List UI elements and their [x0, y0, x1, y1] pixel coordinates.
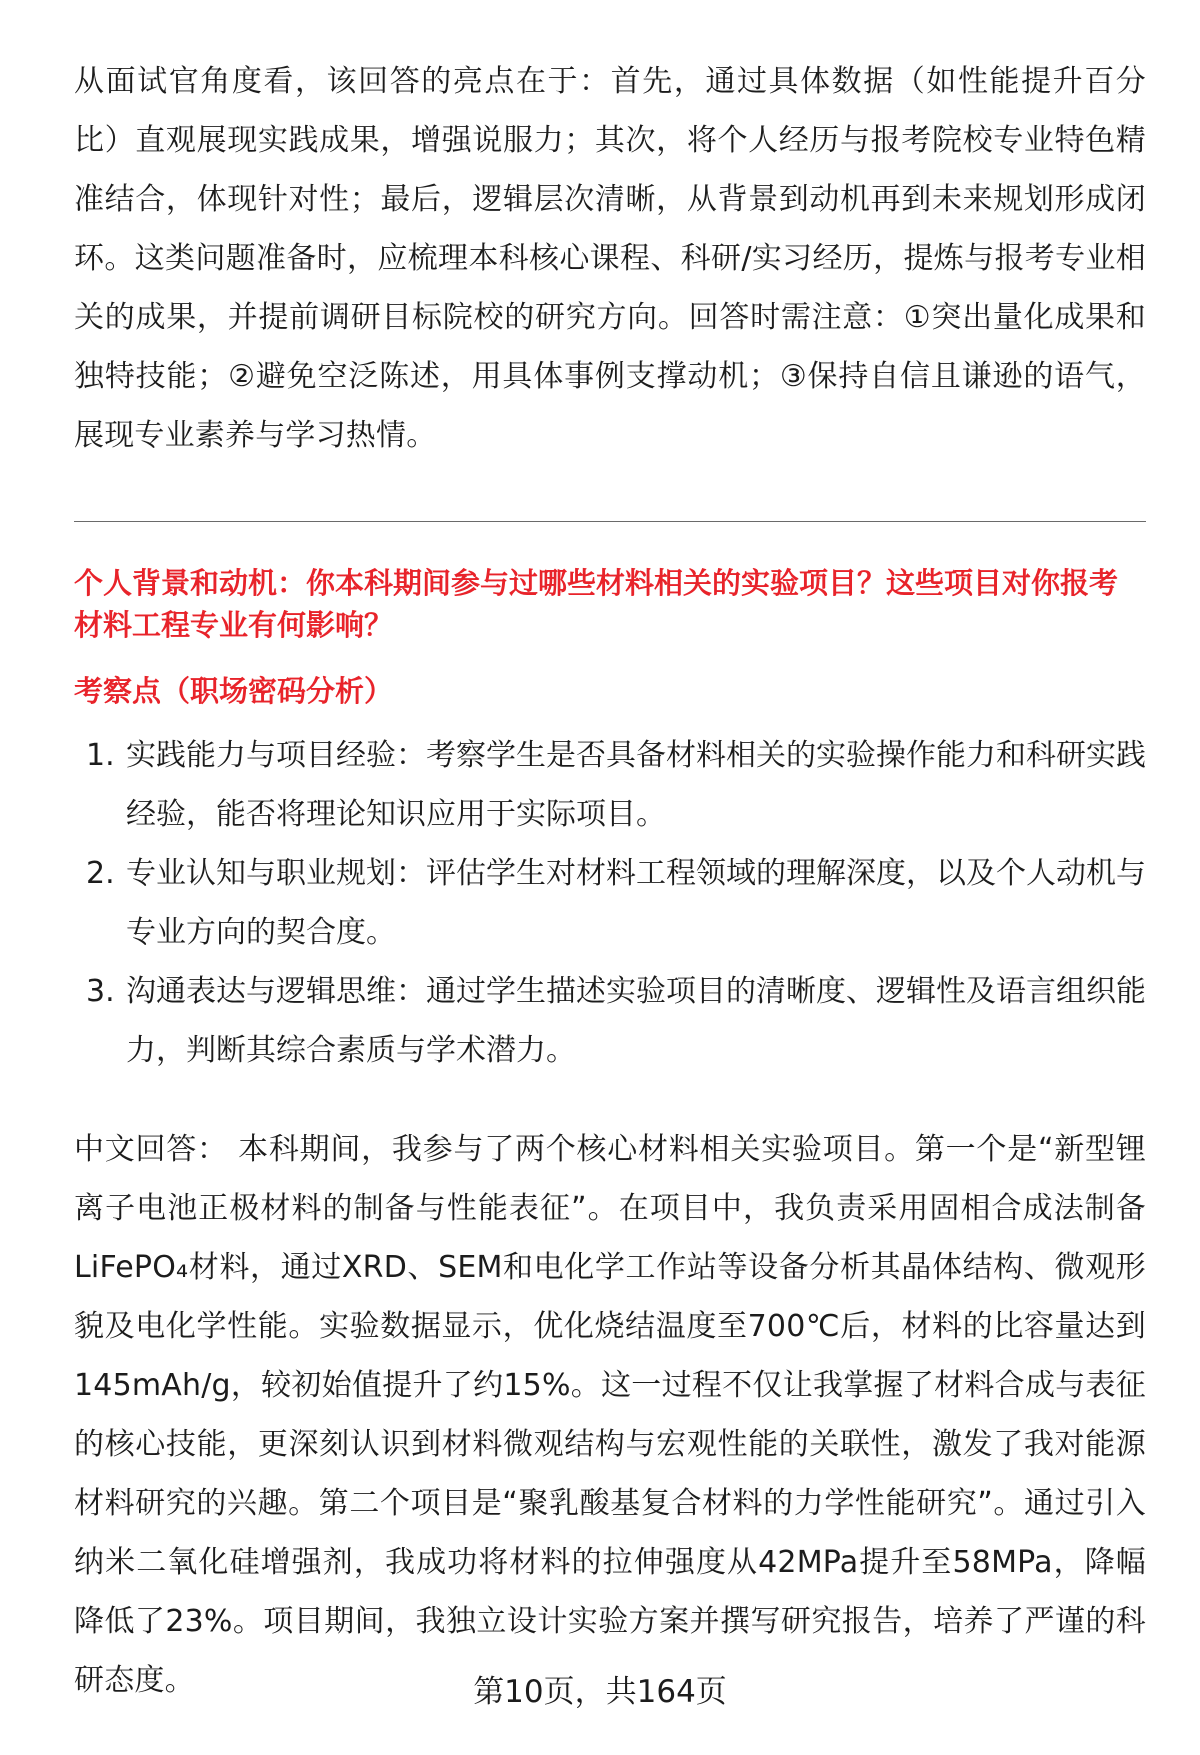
list-item [74, 962, 1146, 1080]
list-item [74, 726, 1146, 844]
focus-heading: 考察点（职场密码分析） [74, 674, 394, 708]
list-item-text: 专业认知与职业规划：评估学生对材料工程领域的理解深度，以及个人动机与专业方向的契合度。 [126, 856, 1146, 950]
list-item-number: 1. [86, 738, 115, 773]
answer-paragraph: 中文回答： 本科期间，我参与了两个核心材料相关实验项目。第一个是“新型锂离子电池正极材料的制备与性能表征”。在项目中，我负责采用固相合成法制备LiFePO₄材料，通过XRD、SEM和电化学工作站等设备分析其晶体结构、微观形貌及电化学性能。实验数据显示，优化烧结温度至700℃后，材料的比容量达到145mAh/g，较初始值提升了约15%。这一过程不仅让我掌握了材料合成与表征的核心技能，更深刻认识到材料微观结构与宏观性能的关联性，激发了我对能源材料研究的兴趣。第二个项目是“聚乳酸基复合材料的力学性能研究”。通过引入纳米二氧化硅增强剂，我成功将材料的拉伸强度从42MPa提升至58MPa，降幅降低了23%。项目期间，我独立设计实验方案并撰写研究报告，培养了严谨的科研态度。 [74, 1132, 1146, 1698]
page-number-footer: 第10页，共164页 [473, 1674, 727, 1710]
section-divider [74, 521, 1146, 522]
list-item-number: 2. [86, 856, 115, 891]
list-item-number: 3. [86, 974, 115, 1009]
focus-points-list [74, 726, 1146, 1080]
question-heading: 个人背景和动机：你本科期间参与过哪些材料相关的实验项目？这些项目对你报考材料工程专业有何影响？ [74, 566, 1119, 642]
document-page [74, 52, 1146, 1710]
list-item-text: 沟通表达与逻辑思维：通过学生描述实验项目的清晰度、逻辑性及语言组织能力，判断其综合素质与学术潜力。 [126, 974, 1146, 1068]
intro-paragraph: 从面试官角度看，该回答的亮点在于：首先，通过具体数据（如性能提升百分比）直观展现实践成果，增强说服力；其次，将个人经历与报考院校专业特色精准结合，体现针对性；最后，逻辑层次清晰，从背景到动机再到未来规划形成闭环。这类问题准备时，应梳理本科核心课程、科研/实习经历，提炼与报考专业相关的成果，并提前调研目标院校的研究方向。回答时需注意：①突出量化成果和独特技能；②避免空泛陈述，用具体事例支撑动机；③保持自信且谦逊的语气，展现专业素养与学习热情。 [74, 64, 1146, 453]
list-item-text: 实践能力与项目经验：考察学生是否具备材料相关的实验操作能力和科研实践经验，能否将理论知识应用于实际项目。 [126, 738, 1146, 832]
list-item [74, 844, 1146, 962]
